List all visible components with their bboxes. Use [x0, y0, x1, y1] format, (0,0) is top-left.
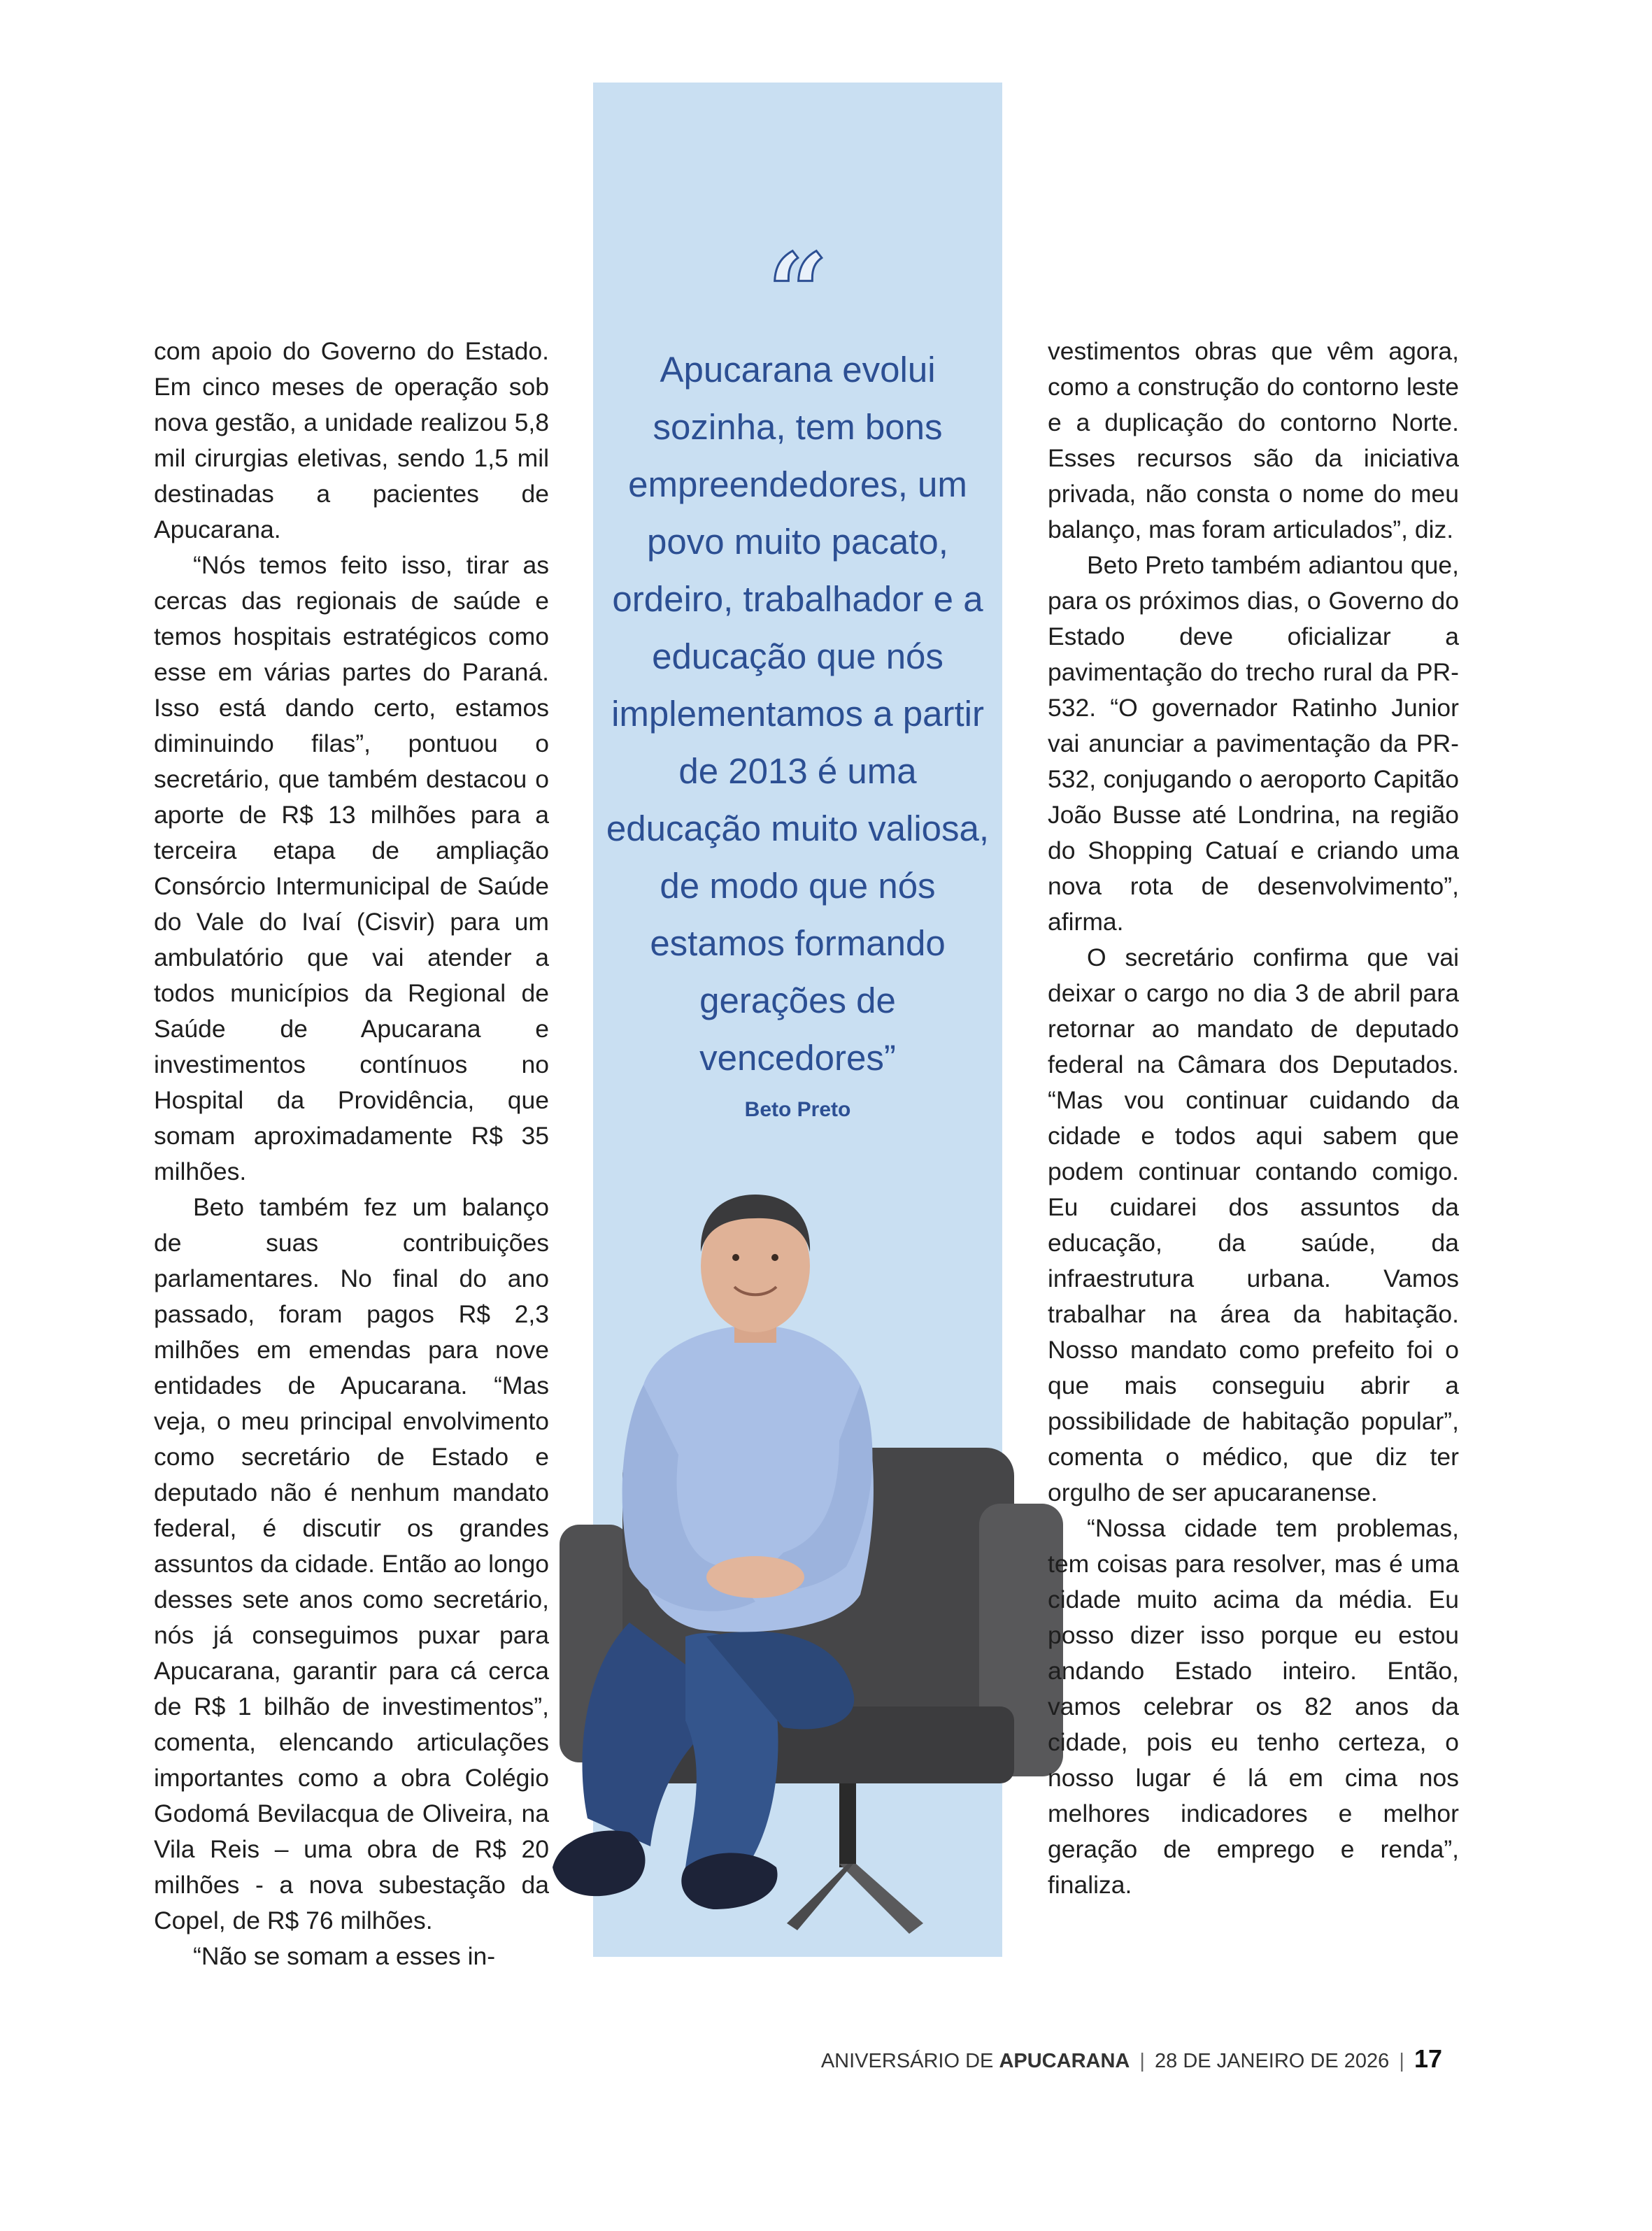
paragraph: O secretário confirma que vai deixar o cargo no dia 3 de abril para retornar ao mandato de deputado federal na Câmara dos Deputados. “Mas vou continuar cuidando da cidade e todos aqui sabem que podem continuar contando comigo. Eu cuidarei dos assuntos da educação, da saúde, da infraestrutura urbana. Vamos trabalhar na área da habitação. Nosso mandato como prefeito foi o que mais conseguiu abrir a possibilidade de habitação popular”, comenta o médico, que diz ter orgulho de ser apucaranense.	[1048, 943, 1459, 1506]
paragraph: vestimentos obras que vêm agora, como a construção do contorno leste e a duplicação do contorno Norte. Esses recursos são da iniciativa privada, não consta o nome do meu balanço, mas foram articulados”, diz.	[1048, 337, 1459, 543]
person-photo	[546, 1175, 1105, 1965]
paragraph: Beto também fez um balanço de suas contribuições parlamentares. No final do ano passado, foram pagos R$ 2,3 milhões em emendas para nove entidades de Apucarana. “Mas veja, o meu principal envolvimento como secretário de Estado e deputado não é nenhum mandato federal, é discutir os grandes assuntos da cidade. Então ao longo desses sete anos como secretário, nós já conseguimos puxar para Apucarana, garantir para cá cerca de R$ 1 bilhão de investimentos”, comenta, elencando articulações importantes como a obra Colégio Godomá Bevilacqua de Oliveira, na Vila Reis – uma obra de R$ 20 milhões - a nova subestação da Copel, de R$ 76 milhões.	[154, 1193, 549, 1934]
paragraph: “Não se somam a esses in-	[193, 1942, 496, 1970]
hands	[706, 1556, 804, 1598]
footer-date: 28 DE JANEIRO DE 2026	[1155, 2050, 1390, 2072]
page-footer	[821, 2044, 1442, 2074]
pull-quote-text: Apucarana evolui sozinha, tem bons empreendedores, um povo muito pacato, ordeiro, trabalhador e a educação que nós implementamos a partir de 2013 é uma educação muito valiosa, de modo que nós estamos formando gerações de vencedores”	[606, 350, 990, 1078]
footer-separator: |	[1399, 2050, 1404, 2072]
footer-city: APUCARANA	[999, 2050, 1130, 2072]
article-column-right	[1048, 334, 1459, 1903]
quote-mark-icon: “	[767, 231, 828, 354]
footer-prefix: ANIVERSÁRIO DE	[820, 2050, 994, 2072]
paragraph: “Nós temos feito isso, tirar as cercas das regionais de saúde e temos hospitais estratégicos como esse em várias partes do Paraná. Isso está dando certo, estamos diminuindo filas”, pontuou o secretário, que também destacou o aporte de R$ 13 milhões para a terceira etapa de ampliação Consórcio Intermunicipal de Saúde do Vale do Ivaí (Cisvir) para um ambulatório que vai atender a todos municípios da Regional de Saúde de Apucarana e investimentos contínuos no Hospital da Providência, que somam aproximadamente R$ 35 milhões.	[154, 551, 549, 1185]
article-column-left	[154, 334, 549, 1974]
paragraph: Beto Preto também adiantou que, para os próximos dias, o Governo do Estado deve oficializar a pavimentação do trecho rural da PR-532. “O governador Ratinho Junior vai anunciar a pavimentação da PR-532, conjugando o aeroporto Capitão João Busse até Londrina, na região do Shopping Catuaí e criando uma nova rota de desenvolvimento”, afirma.	[1048, 551, 1459, 936]
footer-separator: |	[1139, 2050, 1145, 2072]
left-shoe	[553, 1830, 646, 1896]
pull-quote-author: Beto Preto	[744, 1098, 851, 1121]
paragraph: com apoio do Governo do Estado. Em cinco meses de operação sob nova gestão, a unidade realizou 5,8 mil cirurgias eletivas, sendo 1,5 mil destinadas a pacientes de Apucarana.	[154, 337, 549, 543]
page-number: 17	[1414, 2044, 1442, 2073]
paragraph: “Nossa cidade tem problemas, tem coisas para resolver, mas é uma cidade muito acima da média. Eu posso dizer isso porque eu estou andando Estado inteiro. Então, vamos celebrar os 82 anos da cidade, pois eu tenho certeza, o nosso lugar é lá em cima nos melhores indicadores e melhor geração de emprego e renda”, finaliza.	[1048, 1514, 1459, 1899]
right-shoe	[681, 1853, 777, 1909]
